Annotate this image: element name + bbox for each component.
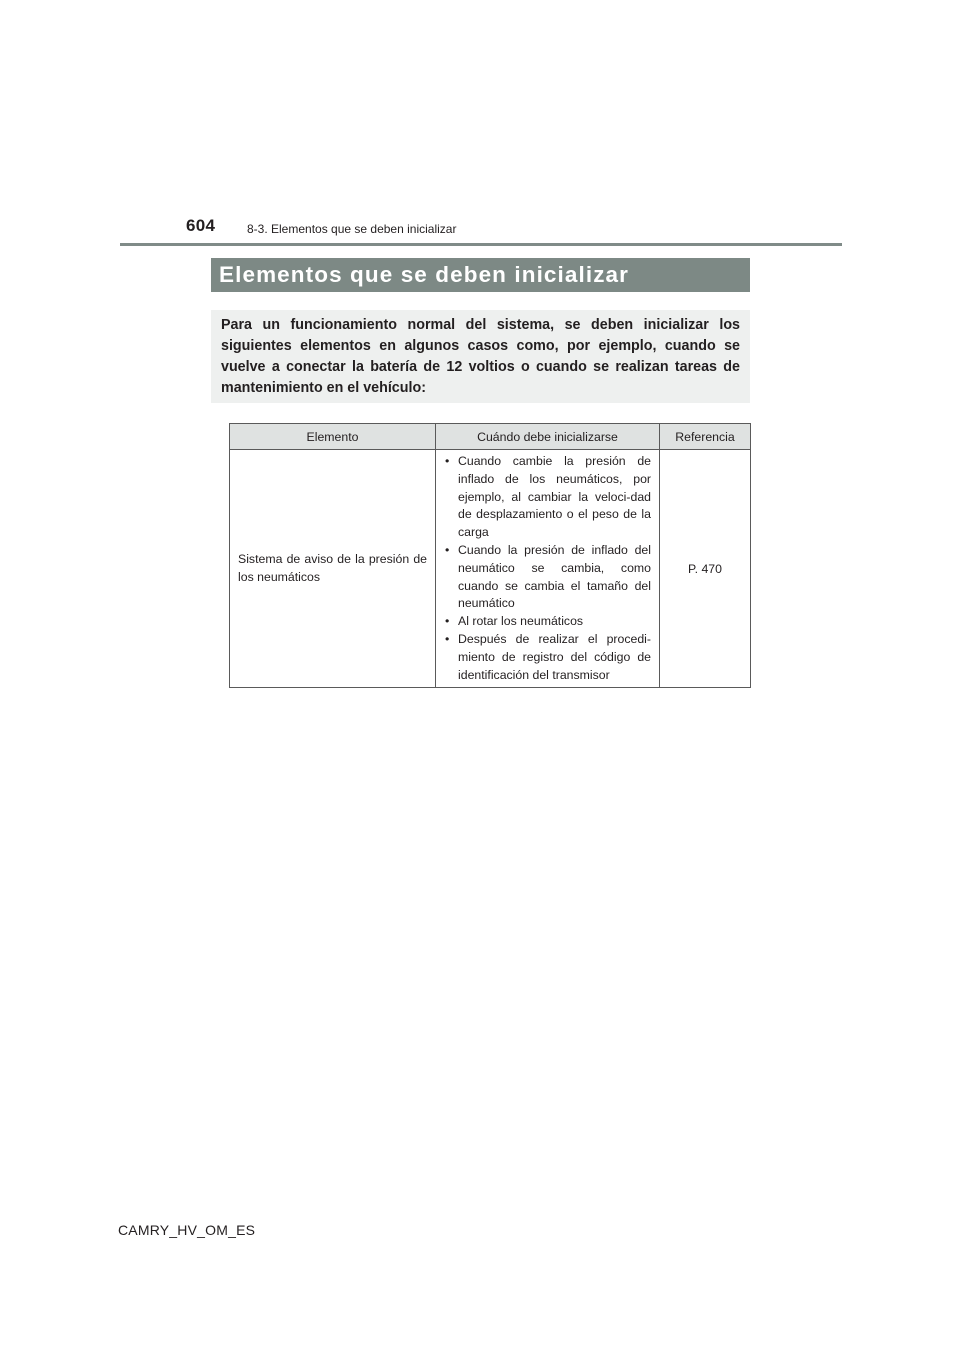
section-title-bar — [211, 258, 750, 292]
column-header-element: Elemento — [230, 424, 436, 450]
list-item: • Después de realizar el procedi-miento de registro del código de identificación del transmisor — [444, 631, 651, 684]
column-header-reference: Referencia — [660, 424, 751, 450]
intro-box — [211, 310, 750, 403]
condition-list — [444, 453, 651, 684]
list-item: • Al rotar los neumáticos — [444, 613, 651, 631]
list-item: • Cuando cambie la presión de inflado de los neumáticos, por ejemplo, al cambiar la veloci-dad de desplazamiento o el peso de la carga — [444, 453, 651, 542]
page-title: Elementos que se deben inicializar — [219, 262, 630, 287]
cell-when — [436, 450, 660, 688]
table-header-row — [230, 424, 751, 450]
cell-reference: P. 470 — [660, 450, 751, 688]
column-header-when: Cuándo debe inicializarse — [436, 424, 660, 450]
page-number: 604 — [186, 216, 216, 235]
footer-manual-code: CAMRY_HV_OM_ES — [118, 1222, 256, 1238]
intro-text: Para un funcionamiento normal del sistema, se deben inicializar los siguientes elementos en algunos casos como, por ejemplo, cuando se vuelve a conectar la batería de 12 voltios o cuando se realizan tareas de mantenimiento en el vehículo: — [221, 317, 740, 396]
table-row — [230, 450, 751, 688]
list-item: • Cuando la presión de inflado del neumático se cambia, como cuando se cambia el tamaño del neumático — [444, 542, 651, 613]
section-breadcrumb: 8-3. Elementos que se deben inicializar — [247, 222, 457, 236]
header-divider — [120, 243, 842, 246]
cell-element: Sistema de aviso de la presión de los neumáticos — [230, 450, 436, 688]
initialization-table — [229, 423, 751, 688]
